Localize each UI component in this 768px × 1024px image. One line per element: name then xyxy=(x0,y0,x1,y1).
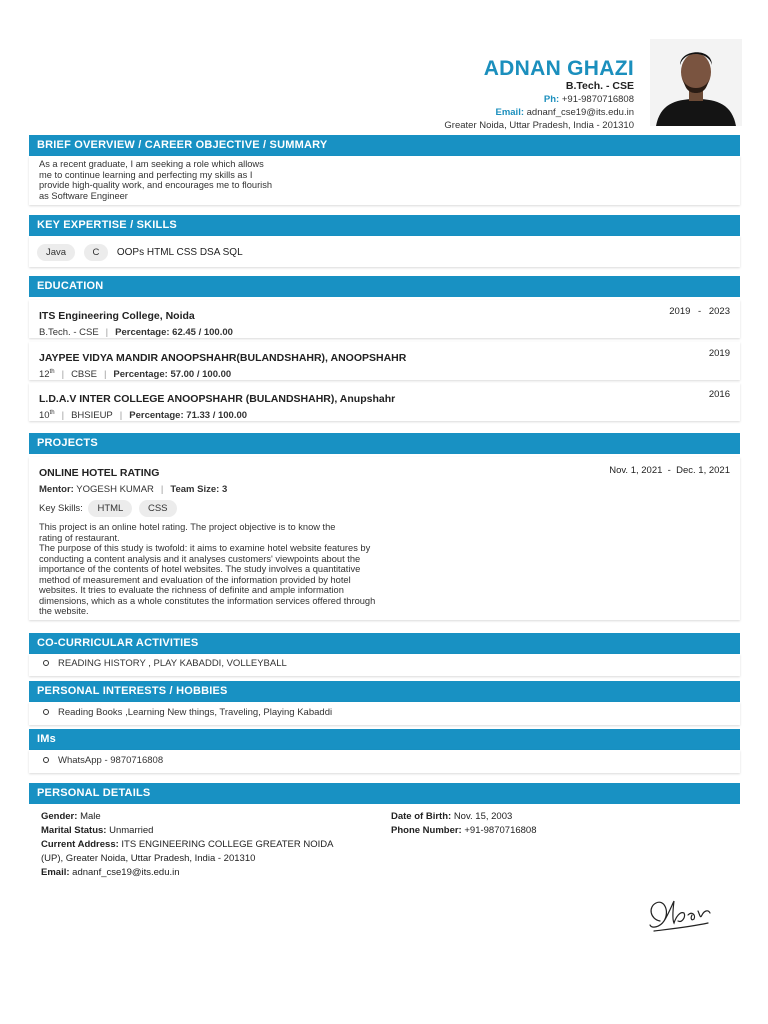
team-size-value: 3 xyxy=(221,484,228,495)
education-year-end: 2023 xyxy=(708,306,730,317)
summary-line: As a recent graduate, I am seeking a role which allows xyxy=(39,159,264,169)
education-year: 2016 xyxy=(708,389,730,400)
education-level-suffix: th xyxy=(49,369,55,375)
dob-label: Date of Birth: xyxy=(391,811,452,822)
education-level: 12 xyxy=(39,369,50,381)
email-value: adnanf_cse19@its.edu.in xyxy=(526,107,634,118)
address-label: Current Address: xyxy=(41,839,119,850)
percentage-value: 62.45 / 100.00 xyxy=(172,327,233,338)
percentage-label: Percentage: xyxy=(129,410,184,422)
section-projects-header: PROJECTS xyxy=(29,433,740,454)
separator: | xyxy=(61,369,65,381)
skill-chip: CSS xyxy=(139,500,177,517)
key-skills-label: Key Skills: xyxy=(39,503,83,514)
education-institution: L.D.A.V INTER COLLEGE ANOOPSHAHR (BULANDSHAHR), Anupshahr xyxy=(39,393,396,405)
education-year-start: 2019 xyxy=(669,306,691,317)
percentage-value: 71.33 / 100.00 xyxy=(186,410,248,422)
description-line: importance of the contents of hotel websites. The study involves a quantitative xyxy=(39,564,361,574)
summary-line: me to continue learning and perfecting my skills as I xyxy=(39,169,253,180)
project-title: ONLINE HOTEL RATING xyxy=(39,467,160,479)
summary-line: as Software Engineer xyxy=(39,190,128,201)
education-level-suffix: th xyxy=(49,410,55,416)
team-size-label: Team Size: xyxy=(170,484,220,495)
personal-card xyxy=(29,806,740,884)
project-description xyxy=(39,522,730,617)
education-board: BHSIEUP xyxy=(71,410,113,422)
percentage-value: 57.00 / 100.00 xyxy=(170,369,232,381)
personal-left xyxy=(41,810,381,880)
mentor-value: YOGESH KUMAR xyxy=(76,484,154,495)
section-summary-header: BRIEF OVERVIEW / CAREER OBJECTIVE / SUMMARY xyxy=(29,135,740,156)
profile-photo xyxy=(650,39,742,126)
dob-value: Nov. 15, 2003 xyxy=(453,811,513,822)
summary-line: provide high-quality work, and encourages me to flourish xyxy=(39,180,273,190)
address: Greater Noida, Uttar Pradesh, India - 201310 xyxy=(444,120,634,131)
education-level: B.Tech. - CSE xyxy=(39,327,99,338)
education-details xyxy=(39,327,730,338)
skill-chip: C xyxy=(84,244,109,261)
education-dates xyxy=(669,306,730,317)
gender-value: Male xyxy=(80,811,101,822)
mentor-label: Mentor: xyxy=(39,484,74,495)
section-education-header: EDUCATION xyxy=(29,276,740,297)
project-skills xyxy=(39,500,730,517)
phone-value: +91-9870716808 xyxy=(464,825,537,836)
address-line-2: (UP), Greater Noida, Uttar Pradesh, India - 201310 xyxy=(41,853,256,864)
project-meta xyxy=(39,484,730,495)
project-card xyxy=(29,457,740,620)
section-personal-header: PERSONAL DETAILS xyxy=(29,783,740,804)
skill-chip: HTML xyxy=(88,500,132,517)
list-item: WhatsApp - 9870716808 xyxy=(43,755,726,766)
signature-image xyxy=(640,893,730,938)
email-label: Email: xyxy=(41,867,70,878)
separator: | xyxy=(160,484,164,495)
skill-chip: Java xyxy=(37,244,75,261)
skills-list: OOPs HTML CSS DSA SQL xyxy=(116,247,243,258)
skills-card xyxy=(29,236,740,267)
marital-label: Marital Status: xyxy=(41,825,107,836)
section-ims-header: IMs xyxy=(29,729,740,750)
description-line: rating of restaurant. xyxy=(39,532,120,543)
profile-photo-graphic xyxy=(650,39,742,126)
email-value: adnanf_cse19@its.edu.in xyxy=(72,867,180,878)
phone-label: Phone Number: xyxy=(391,825,462,836)
separator: | xyxy=(103,369,107,381)
date-dash: - xyxy=(698,306,702,317)
cocurricular-card xyxy=(29,654,740,676)
education-item xyxy=(29,300,740,338)
address-row xyxy=(41,838,381,852)
gender-label: Gender: xyxy=(41,811,78,822)
education-institution: JAYPEE VIDYA MANDIR ANOOPSHAHR(BULANDSHAHR), ANOOPSHAHR xyxy=(39,352,407,364)
separator: | xyxy=(119,410,123,422)
phone-line xyxy=(444,93,634,106)
separator: | xyxy=(105,327,109,338)
list-item: Reading Books ,Learning New things, Traveling, Playing Kabaddi xyxy=(43,707,726,718)
address-line-1: ITS ENGINEERING COLLEGE GREATER NOIDA xyxy=(121,839,334,850)
phone-label: Ph: xyxy=(543,94,560,105)
email-label: Email: xyxy=(495,107,524,118)
header xyxy=(444,58,634,132)
section-interests-header: PERSONAL INTERESTS / HOBBIES xyxy=(29,681,740,702)
summary-card xyxy=(29,156,740,205)
degree: B.Tech. - CSE xyxy=(565,80,634,92)
percentage-label: Percentage: xyxy=(113,369,168,381)
candidate-name: ADNAN GHAZI xyxy=(483,57,634,80)
section-skills-header: KEY EXPERTISE / SKILLS xyxy=(29,215,740,236)
education-item xyxy=(29,383,740,421)
gender-row xyxy=(41,810,381,824)
ims-card xyxy=(29,750,740,773)
description-line: websites. It tries to evaluate the richness of definite and ample information xyxy=(39,585,344,595)
education-item xyxy=(29,342,740,380)
description-line: dimensions, which as a whole constitutes the information services offered through xyxy=(39,595,376,606)
email-line xyxy=(444,106,634,119)
separator: | xyxy=(61,410,65,422)
description-line: The purpose of this study is twofold: it aims to examine hotel website features by xyxy=(39,543,371,553)
education-details xyxy=(39,410,730,421)
marital-value: Unmarried xyxy=(109,825,154,836)
description-line: This project is an online hotel rating. The project objective is to know the xyxy=(39,522,336,532)
percentage-label: Percentage: xyxy=(115,327,170,338)
list-item: READING HISTORY , PLAY KABADDI, VOLLEYBALL xyxy=(43,658,726,669)
description-line: method of measurement and evaluation of the information provided by hotel xyxy=(39,574,351,585)
personal-right xyxy=(391,810,721,838)
description-line: conducting a content analysis and it analyses customers' viewpoints about the xyxy=(39,553,361,564)
education-board: CBSE xyxy=(71,369,97,381)
dob-row xyxy=(391,810,721,824)
education-level: 10 xyxy=(39,410,50,422)
phone-value: +91-9870716808 xyxy=(561,94,634,105)
education-year: 2019 xyxy=(708,348,730,359)
interests-card xyxy=(29,702,740,725)
project-dates: Nov. 1, 2021 - Dec. 1, 2021 xyxy=(609,465,730,476)
phone-row xyxy=(391,824,721,838)
education-details xyxy=(39,369,730,380)
email-row xyxy=(41,866,381,880)
marital-row xyxy=(41,824,381,838)
description-line: the website. xyxy=(39,606,89,616)
education-institution: ITS Engineering College, Noida xyxy=(39,310,195,322)
section-cocurricular-header: CO-CURRICULAR ACTIVITIES xyxy=(29,633,740,654)
